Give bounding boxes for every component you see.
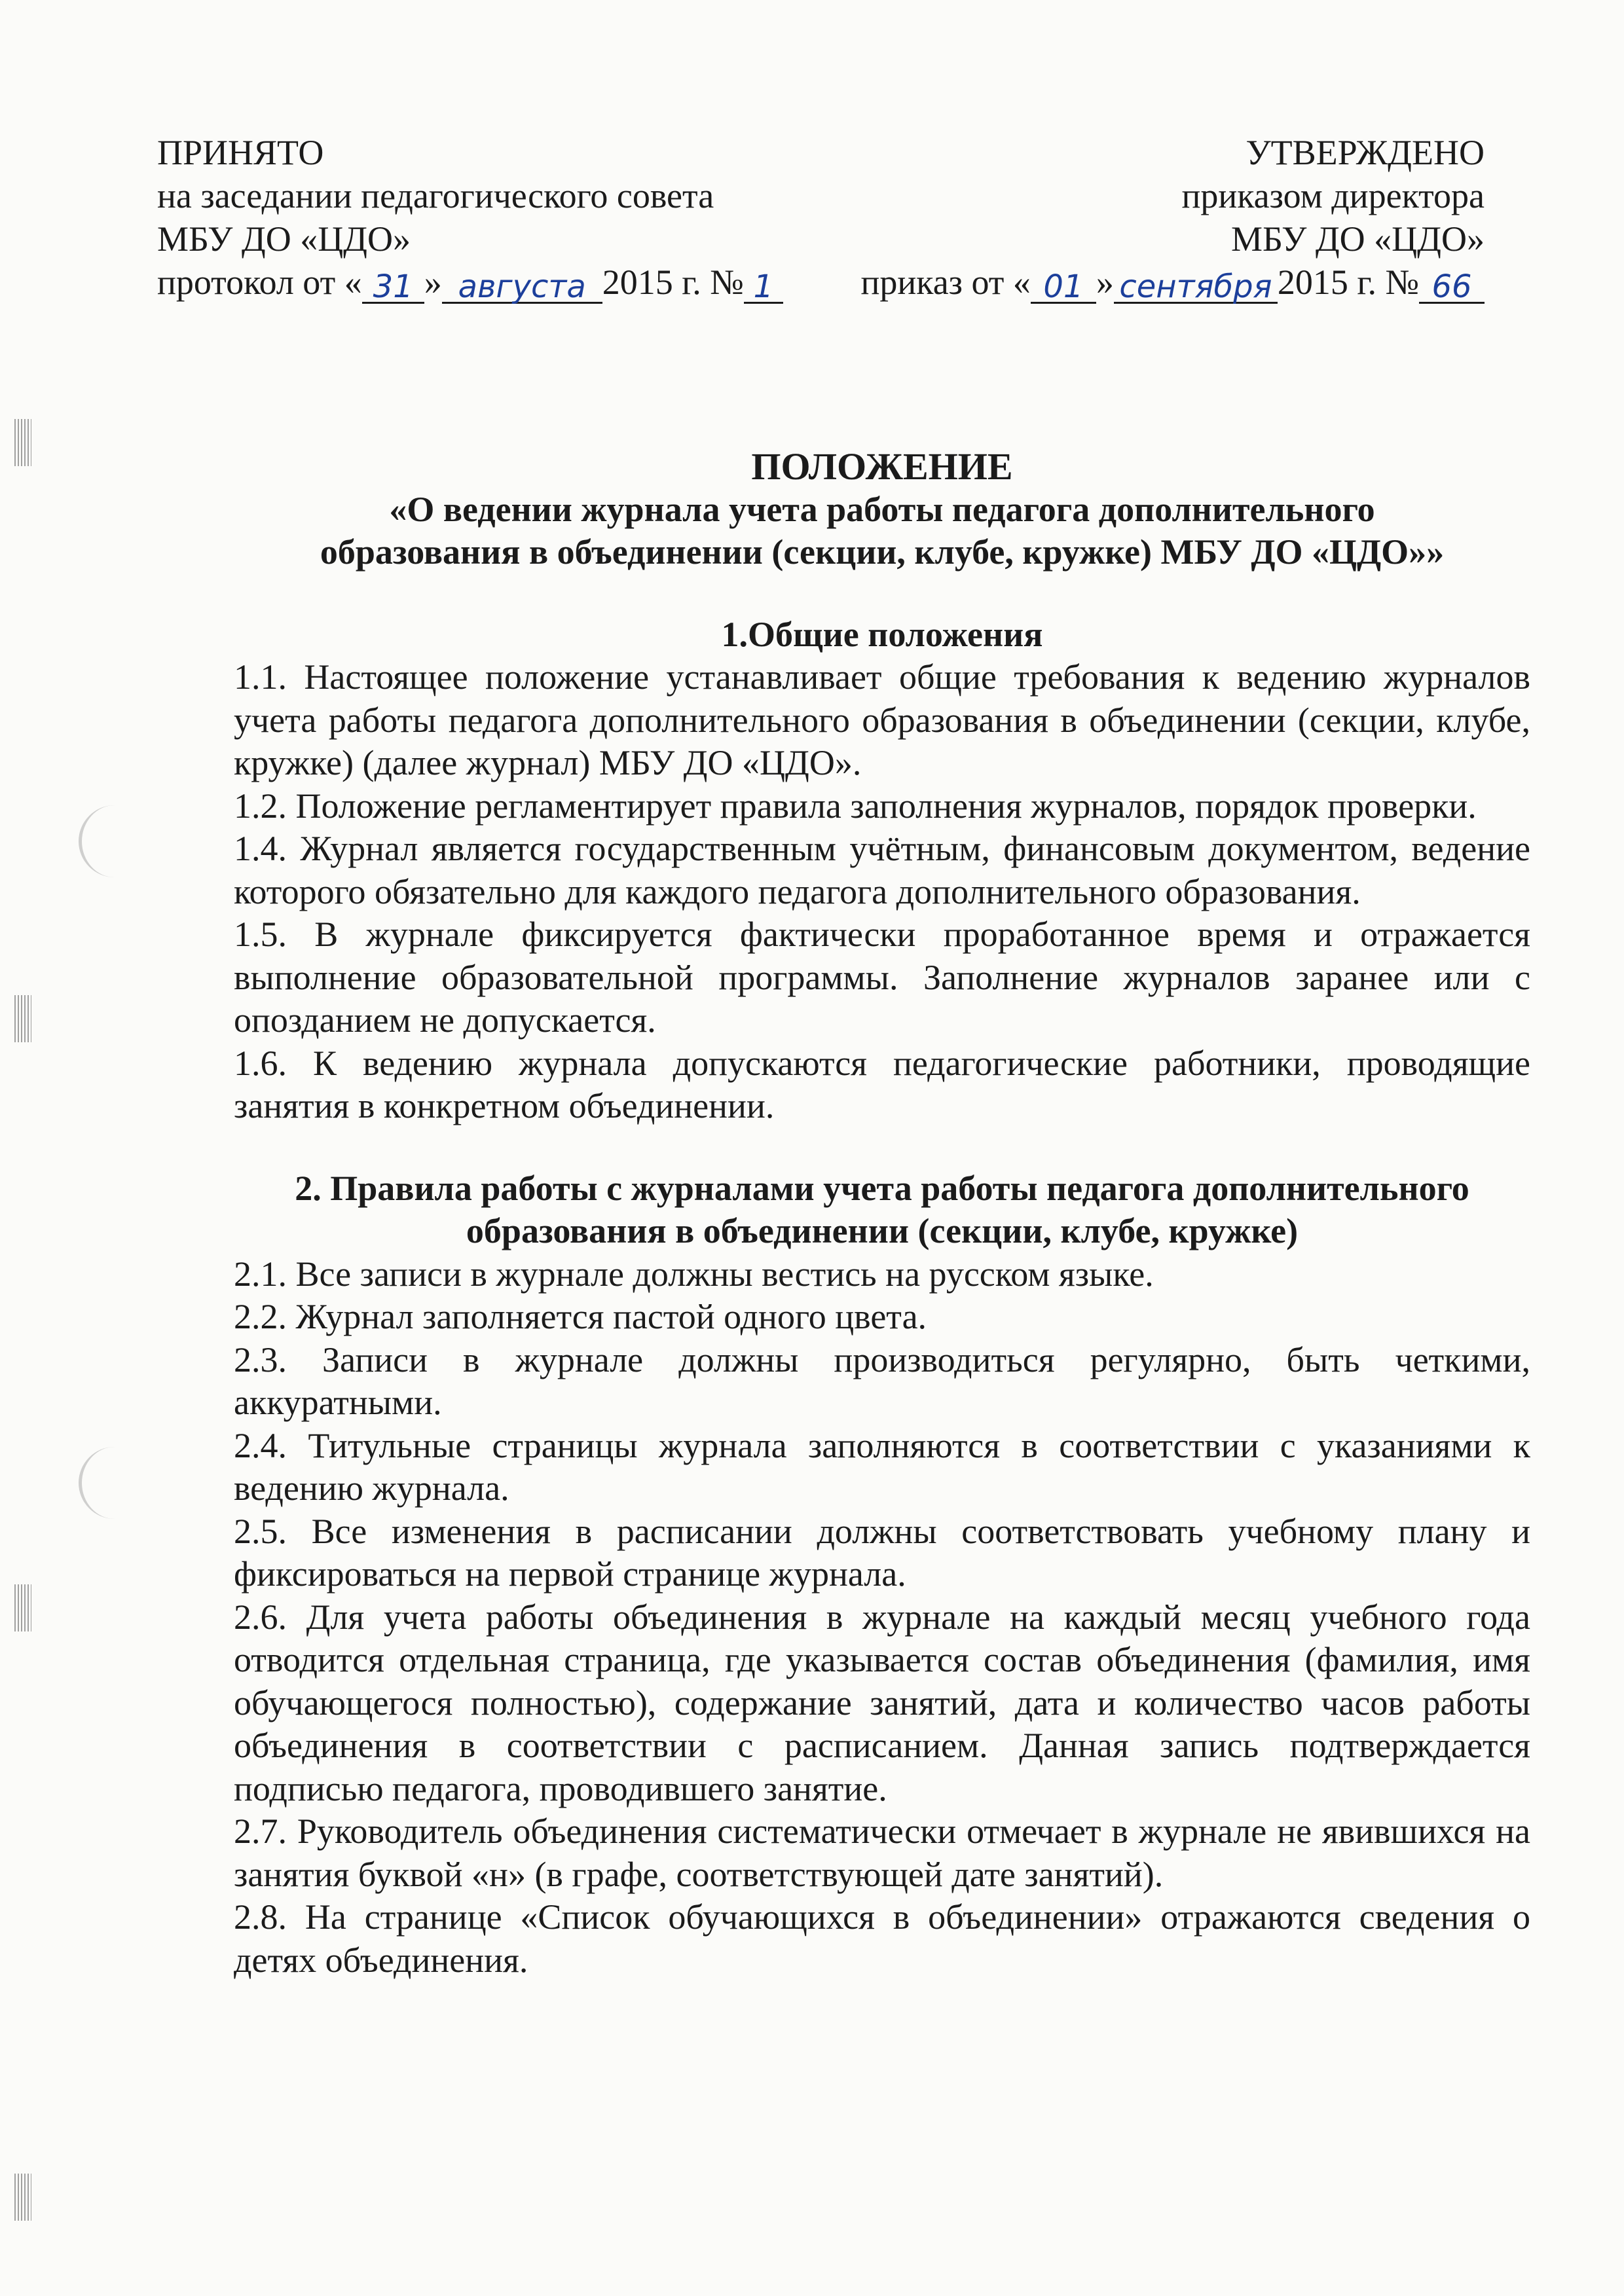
paragraph-2-1: 2.1. Все записи в журнале должны вестись на русском языке. [234, 1254, 1154, 1294]
paragraph-1-1: 1.1. Настоящее положение устанавливает общие требования к ведению журналов учета работы педагога дополнительного образования в объединении (секции, клубе, кружке) (далее журнал) МБУ ДО «ЦДО». [234, 657, 1530, 782]
paragraph-1-2: 1.2. Положение регламентирует правила заполнения журналов, порядок проверки. [234, 786, 1477, 826]
protocol-quote: » [424, 263, 442, 302]
punch-hole-mark [79, 1447, 124, 1519]
order-day-handwritten: 01 [1043, 268, 1084, 305]
punch-hole-mark [79, 805, 124, 877]
document-subtitle-line-2: образования в объединении (секции, клубе, кружке) МБУ ДО «ЦДО»» [320, 532, 1445, 572]
section-2-heading-line-1: 2. Правила работы с журналами учета работы педагога дополнительного [295, 1168, 1469, 1208]
order-quote: » [1096, 263, 1114, 302]
protocol-number-field [744, 264, 783, 304]
protocol-month-field [442, 264, 602, 304]
protocol-year: 2015 г. № [602, 263, 744, 302]
section-1-heading: 1.Общие положения [721, 614, 1043, 654]
header-org-name-right: МБУ ДО «ЦДО» [1230, 219, 1485, 259]
paragraph-2-6: 2.6. Для учета работы объединения в журнале на каждый месяц учебного года отводится отдельная страница, где указывается состав объединения (фамилия, имя обучающегося полностью), содержание занятий, дата и количество часов работы объединения в соответствии с расписанием. Данная запись подтверждается подписью педагога, проводившего занятие. [234, 1597, 1530, 1808]
paragraph-2-4: 2.4. Титульные страницы журнала заполняются в соответствии с указаниями к ведению журнала. [234, 1425, 1530, 1508]
scan-mark [14, 2174, 31, 2221]
paragraph-2-8: 2.8. На странице «Список обучающихся в объединении» отражаются сведения о детях объединения. [234, 1897, 1530, 1980]
header-council-line: на заседании педагогического совета [157, 176, 714, 215]
paragraph-2-5: 2.5. Все изменения в расписании должны соответствовать учебному плану и фиксироваться на первой странице журнала. [234, 1511, 1530, 1594]
order-line [790, 261, 1485, 304]
paragraph-2-3: 2.3. Записи в журнале должны производиться регулярно, быть четкими, аккуратными. [234, 1339, 1530, 1422]
paragraph-1-5: 1.5. В журнале фиксируется фактически проработанное время и отражается выполнение образовательной программы. Заполнение журналов заранее или с опозданием не допускается. [234, 915, 1530, 1040]
paragraph-2-7: 2.7. Руководитель объединения систематически отмечает в журнале не явившихся на занятия буквой «н» (в графе, соответствующей дате занятий). [234, 1812, 1530, 1894]
protocol-prefix: протокол от « [157, 263, 362, 302]
order-year: 2015 г. № [1277, 263, 1419, 302]
header-approved-block [157, 131, 845, 304]
order-day-field [1031, 264, 1096, 304]
scan-mark [14, 995, 31, 1042]
protocol-day-handwritten: 31 [373, 268, 413, 305]
order-prefix: приказ от « [860, 263, 1031, 302]
paragraph-1-4: 1.4. Журнал является государственным учётным, финансовым документом, ведение которого обязательно для каждого педагога дополнительного образования. [234, 829, 1530, 911]
protocol-month-handwritten: августа [458, 268, 586, 305]
order-month-handwritten: сентября [1119, 268, 1272, 305]
paragraph-1-6: 1.6. К ведению журнала допускаются педагогические работники, проводящие занятия в конкретном объединении. [234, 1043, 1530, 1125]
spacer [234, 1128, 1530, 1167]
header-approved-by-title: УТВЕРЖДЕНО [1246, 133, 1485, 172]
document-title: ПОЛОЖЕНИЕ [751, 445, 1013, 488]
protocol-line [157, 261, 845, 304]
order-number-handwritten: 66 [1431, 268, 1472, 305]
header-org-name: МБУ ДО «ЦДО» [157, 219, 411, 259]
protocol-day-field [362, 264, 424, 304]
header-approved-by-director-block [790, 131, 1485, 304]
scan-mark [14, 1584, 31, 1631]
protocol-number-handwritten: 1 [753, 268, 774, 305]
section-2-heading-line-2: образования в объединении (секции, клубе, кружке) [466, 1211, 1299, 1250]
spacer [234, 574, 1530, 613]
scan-mark [14, 419, 31, 466]
paragraph-2-2: 2.2. Журнал заполняется пастой одного цвета. [234, 1297, 927, 1336]
header-director-line: приказом директора [1181, 176, 1485, 215]
document-subtitle-line-1: «О ведении журнала учета работы педагога дополнительного [389, 489, 1375, 529]
order-month-field [1114, 264, 1278, 304]
order-number-field [1419, 264, 1485, 304]
document-body [234, 445, 1530, 1982]
header-approved-title: ПРИНЯТО [157, 133, 324, 172]
